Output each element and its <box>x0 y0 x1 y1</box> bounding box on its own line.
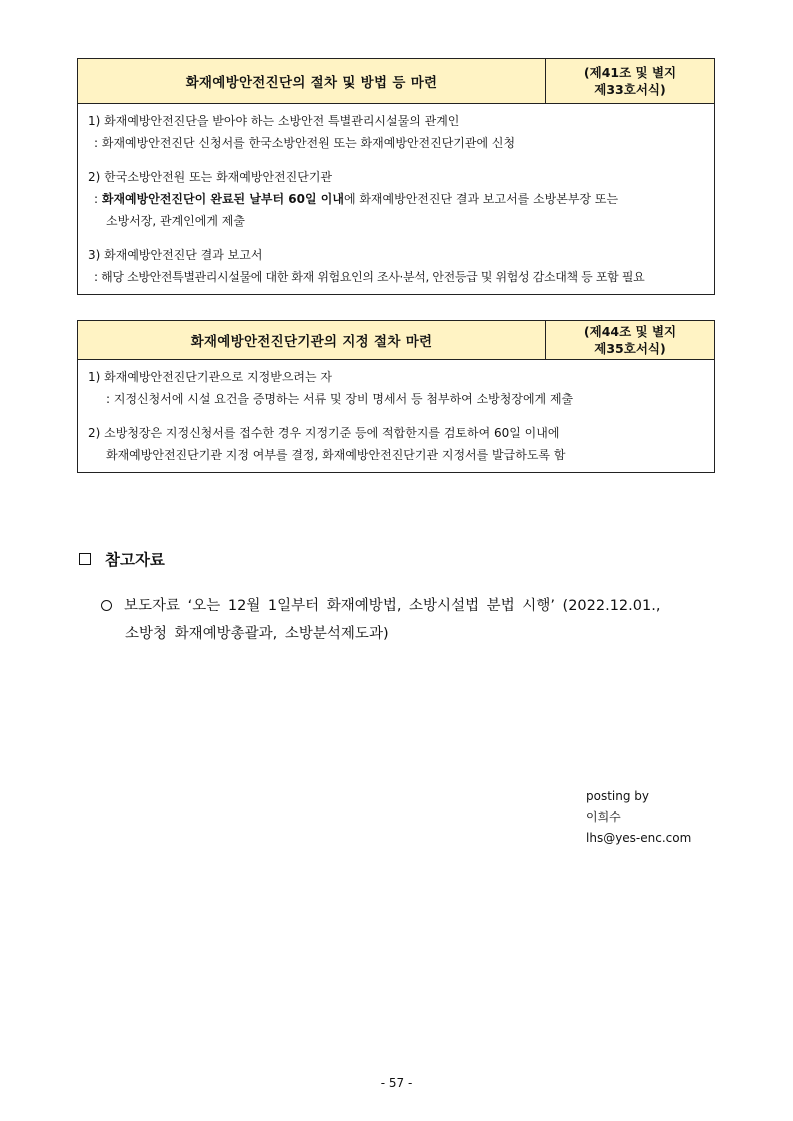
checkbox-square-icon <box>79 553 91 565</box>
item-heading: 2) 소방청장은 지정신청서를 접수한 경우 지정기준 등에 적합한지를 검토하여 60일 이내에 <box>88 426 560 440</box>
item-detail: : 지정신청서에 시설 요건을 증명하는 서류 및 장비 명세서 등 첨부하여 소방청장에게 제출 <box>106 392 574 406</box>
item-heading: 1) 화재예방안전진단기관으로 지정받으려는 자 <box>88 370 333 384</box>
procedure-item-1 <box>88 110 704 154</box>
posting-label: posting by <box>586 789 650 803</box>
page-number: - 57 - <box>380 1076 413 1090</box>
designation-item-2 <box>88 422 704 466</box>
item-heading: 3) 화재예방안전진단 결과 보고서 <box>88 248 263 262</box>
reference-line-1: 보도자료 ‘오는 12월 1일부터 화재예방법, 소방시설법 분법 시행’ (2022.12.01., <box>124 598 661 614</box>
item-detail-emphasis: 화재예방안전진단이 완료된 날부터 60일 이내 <box>101 192 344 206</box>
procedure-box-title: 화재예방안전진단의 절차 및 방법 등 마련 <box>78 59 546 103</box>
procedure-ref-line2: 제33호서식) <box>594 82 666 97</box>
designation-box <box>77 320 715 473</box>
circle-bullet-icon <box>101 600 112 611</box>
item-detail: : 해당 소방안전특별관리시설물에 대한 화재 위험요인의 조사·분석, 안전등급 및 위험성 감소대책 등 포함 필요 <box>94 270 645 284</box>
reference-entry <box>99 592 729 648</box>
procedure-item-2 <box>88 166 704 232</box>
procedure-item-3 <box>88 244 704 288</box>
procedure-box <box>77 58 715 295</box>
designation-box-header <box>78 321 714 360</box>
item-detail-prefix: : <box>94 192 102 206</box>
designation-ref-line2: 제35호서식) <box>594 341 666 356</box>
item-detail-continued: 소방서장, 관계인에게 제출 <box>106 214 245 228</box>
procedure-box-header <box>78 59 714 104</box>
posting-email: lhs@yes-enc.com <box>586 831 692 845</box>
item-detail-rest: 에 화재예방안전진단 결과 보고서를 소방본부장 또는 <box>343 192 619 206</box>
designation-box-body <box>78 360 714 472</box>
item-detail: 화재예방안전진단기관 지정 여부를 결정, 화재예방안전진단기관 지정서를 발급하도록 함 <box>106 448 566 462</box>
designation-ref-line1: (제44조 및 별지 <box>583 324 677 339</box>
item-heading: 1) 화재예방안전진단을 받아야 하는 소방안전 특별관리시설물의 관계인 <box>88 114 460 128</box>
designation-box-reference <box>546 321 714 359</box>
reference-row <box>99 592 729 620</box>
item-detail: : 화재예방안전진단 신청서를 한국소방안전원 또는 화재예방안전진단기관에 신청 <box>94 136 516 150</box>
reference-line-2: 소방청 화재예방총괄과, 소방분석제도과) <box>125 626 389 642</box>
procedure-box-reference <box>546 59 714 103</box>
designation-box-title: 화재예방안전진단기관의 지정 절차 마련 <box>78 321 546 359</box>
item-heading: 2) 한국소방안전원 또는 화재예방안전진단기관 <box>88 170 333 184</box>
references-heading <box>79 548 165 570</box>
posting-author: 이희수 <box>586 810 621 824</box>
item-detail <box>88 188 704 210</box>
references-heading-text: 참고자료 <box>105 551 165 569</box>
procedure-box-body <box>78 104 714 294</box>
posting-credit <box>586 786 691 849</box>
procedure-ref-line1: (제41조 및 별지 <box>583 65 677 80</box>
designation-item-1 <box>88 366 704 410</box>
